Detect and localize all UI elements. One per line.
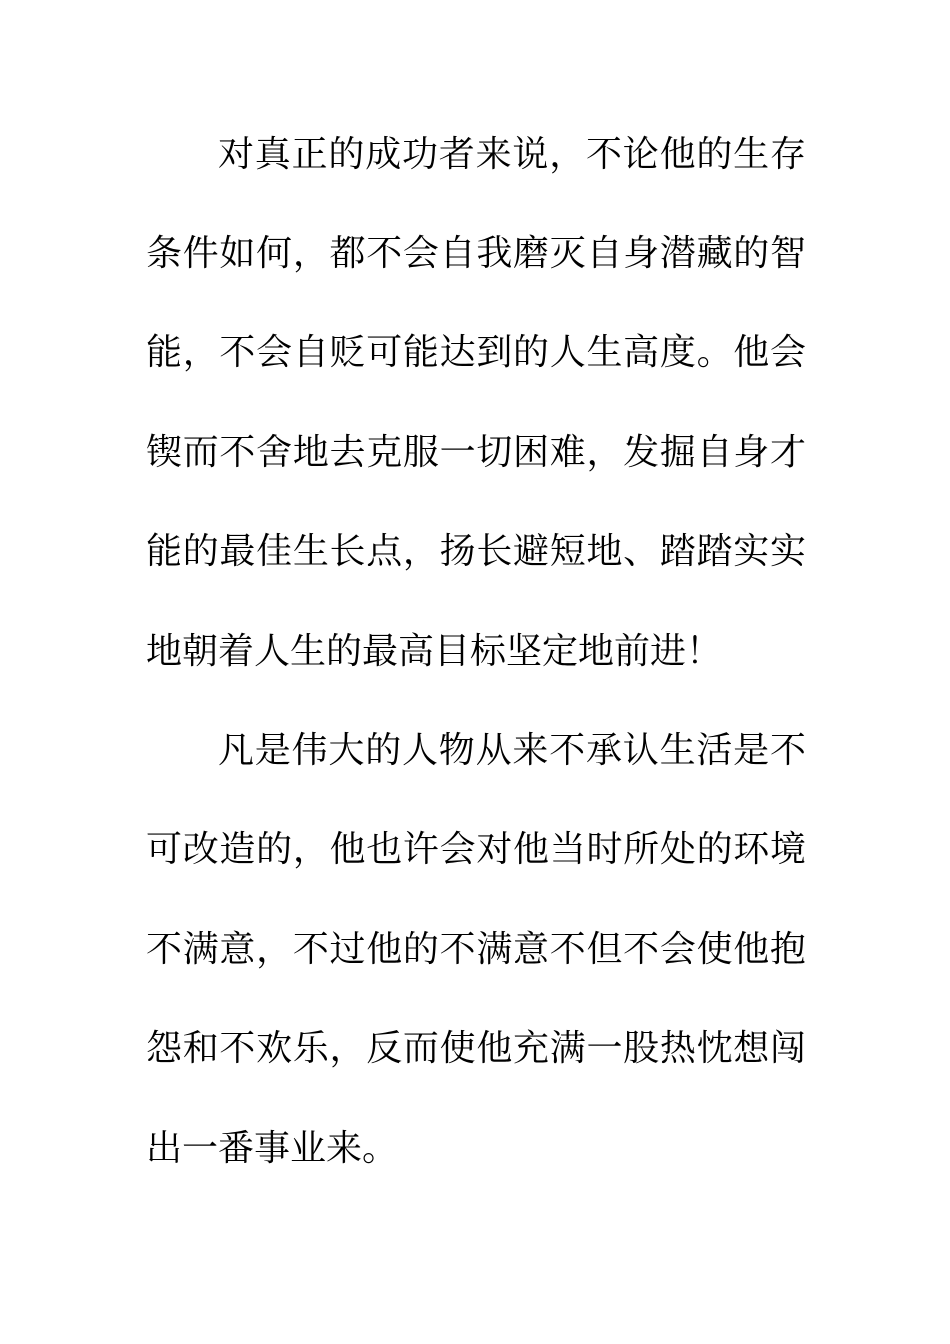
paragraph-line: 锲而不舍地去克服一切困难，发掘自身才 [146,432,806,473]
paragraph-line: 能的最佳生长点，扬长避短地、踏踏实实 [146,531,806,572]
paragraph-line: 凡是伟大的人物从来不承认生活是不 [218,730,806,771]
paragraph-line: 对真正的成功者来说，不论他的生存 [218,134,806,175]
paragraph-line: 条件如何，都不会自我磨灭自身潜藏的智 [146,233,806,274]
paragraph-line: 能，不会自贬可能达到的人生高度。他会 [146,332,806,373]
paragraph-line: 地朝着人生的最高目标坚定地前进！ [146,631,723,672]
paragraph-line: 出一番事业来。 [146,1128,399,1169]
paragraph-line: 不满意，不过他的不满意不但不会使他抱 [146,929,806,970]
paragraph-line: 可改造的，他也许会对他当时所处的环境 [146,829,806,870]
paragraph-line: 怨和不欢乐，反而使他充满一股热忱想闯 [146,1028,806,1069]
